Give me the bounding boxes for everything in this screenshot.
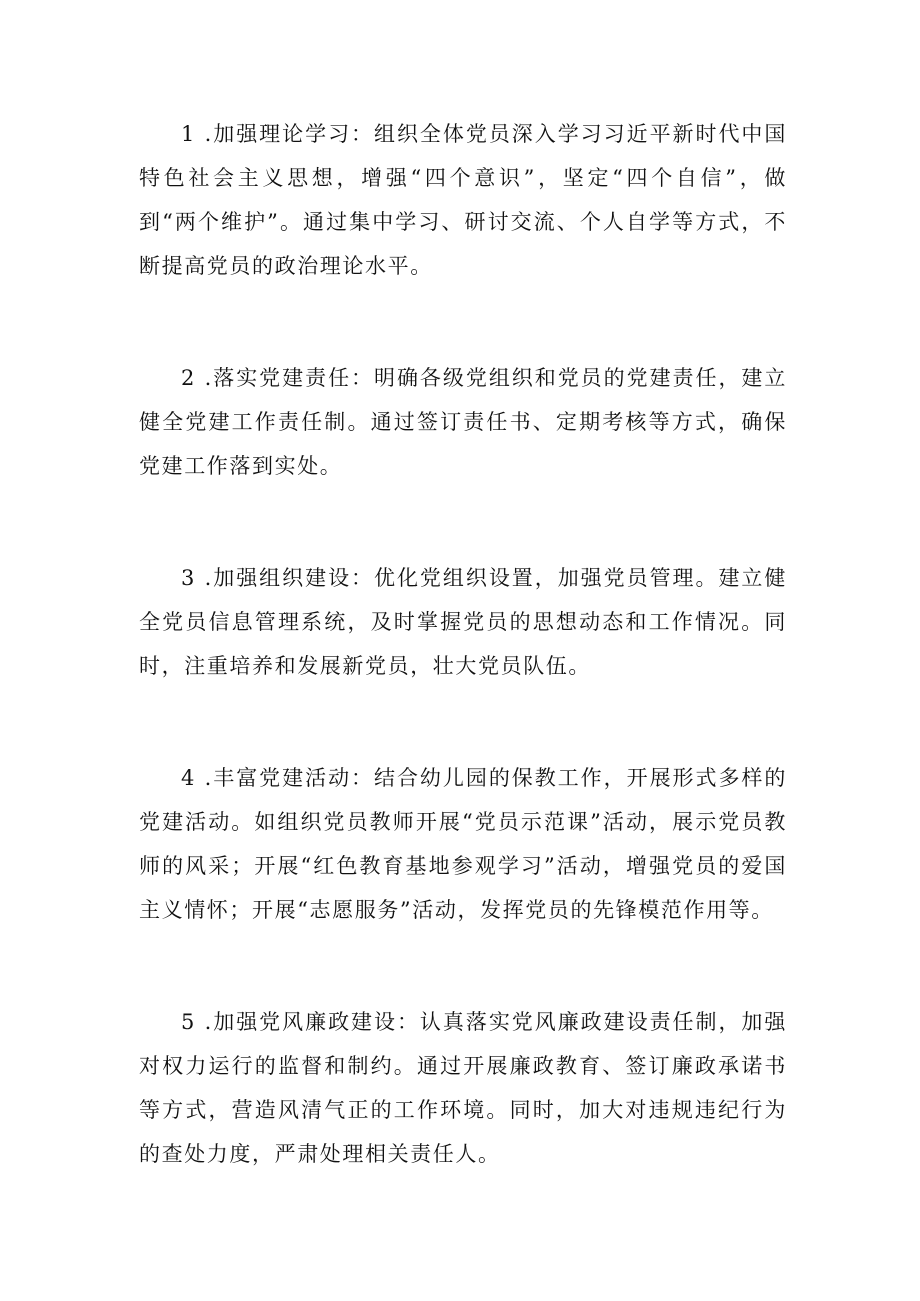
document-body [139,112,787,1176]
paragraph-party-activities: 4 .丰富党建活动：结合幼儿园的保教工作，开展形式多样的党建活动。如组织党员教师开展“党员示范课”活动，展示党员教师的风采；开展“红色教育基地参观学习”活动，增强党员的爱国主义情怀；开展“志愿服务”活动，发挥党员的先锋模范作用等。 [139,766,787,922]
paragraph-integrity-building: 5 .加强党风廉政建设：认真落实党风廉政建设责任制，加强对权力运行的监督和制约。通过开展廉政教育、签订廉政承诺书等方式，营造风清气正的工作环境。同时，加大对违规违纪行为的查处力度，严肃处理相关责任人。 [139,1010,787,1166]
paragraph-theory-study: 1 .加强理论学习：组织全体党员深入学习习近平新时代中国特色社会主义思想，增强“四个意识”，坚定“四个自信”，做到“两个维护”。通过集中学习、研讨交流、个人自学等方式，不断提高党员的政治理论水平。 [139,122,787,278]
paragraph-organization-building: 3 .加强组织建设：优化党组织设置，加强党员管理。建立健全党员信息管理系统，及时掌握党员的思想动态和工作情况。同时，注重培养和发展新党员，壮大党员队伍。 [139,566,787,678]
paragraph-party-responsibility: 2 .落实党建责任：明确各级党组织和党员的党建责任，建立健全党建工作责任制。通过签订责任书、定期考核等方式，确保党建工作落到实处。 [139,366,787,478]
